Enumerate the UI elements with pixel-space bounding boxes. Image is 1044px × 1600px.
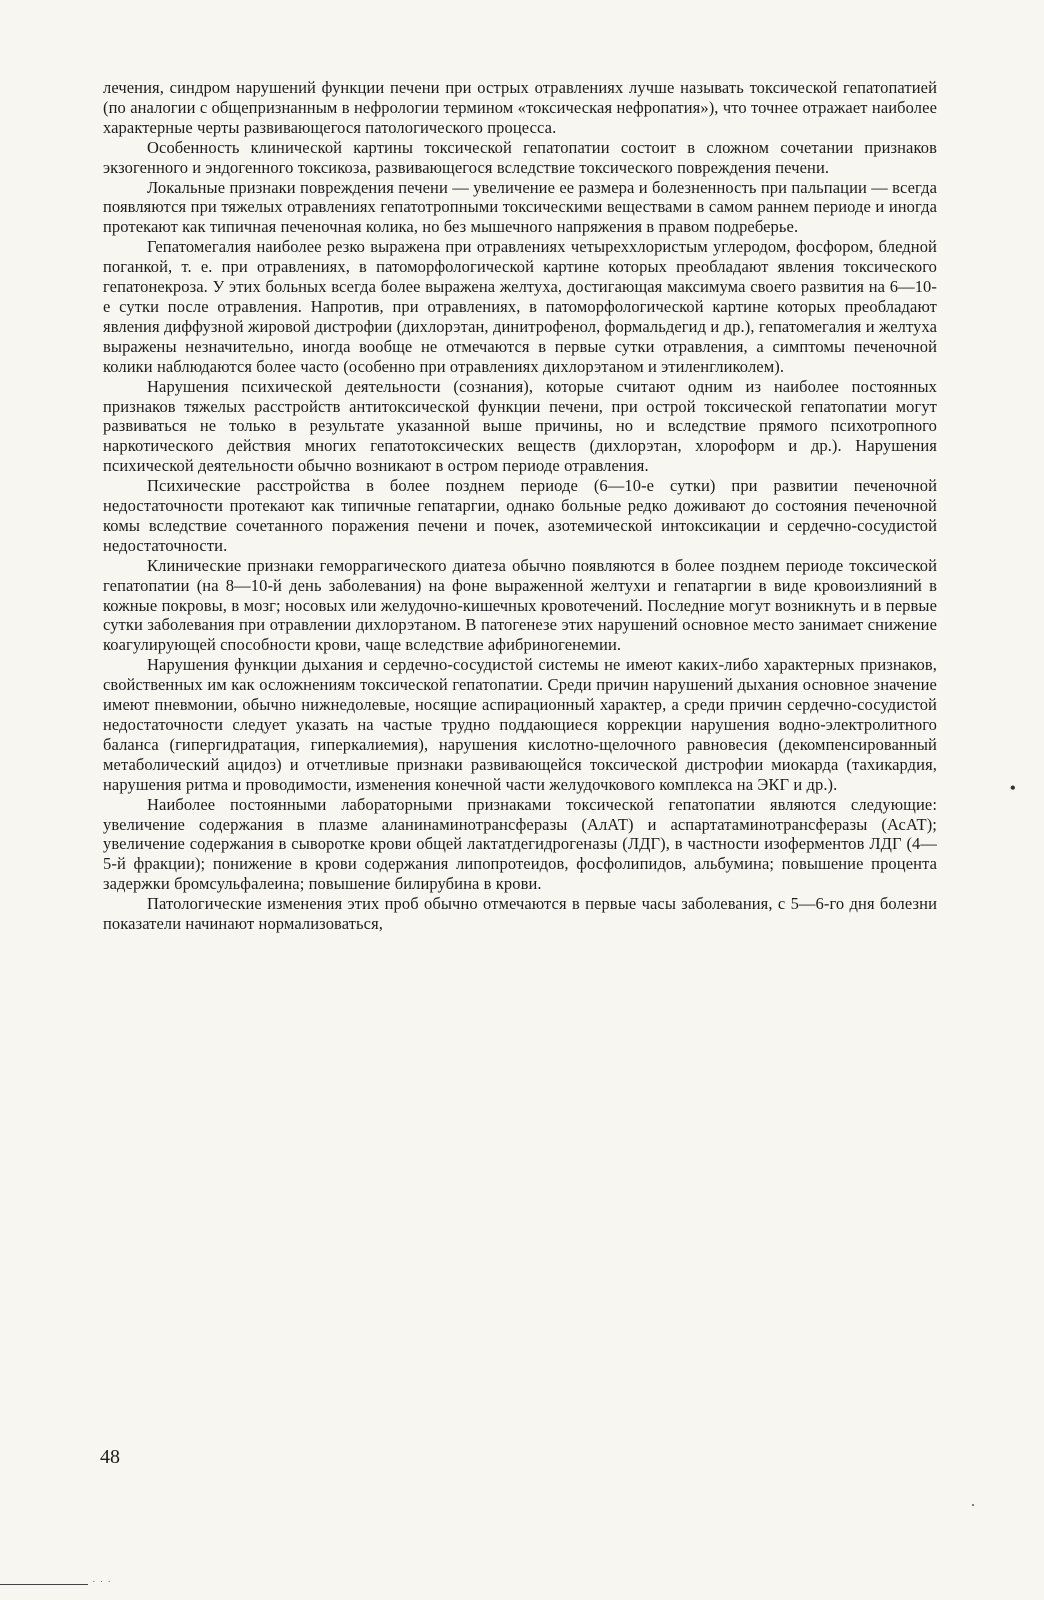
paragraph-6: Психические расстройства в более позднем периоде (6—10-е сутки) при развитии печеночной недостаточности протекают как типичные гепатаргии, однако больные редко доживают до состояния печеночной комы вследствие сочетанного поражения печени и почек, азотемической интоксикации и сердечно-сосудистой недостаточности. [103,476,937,555]
paragraph-2: Особенность клинической картины токсической гепатопатии состоит в сложном сочетании признаков экзогенного и эндогенного токсикоза, развивающегося вследствие токсического повреждения печени. [103,137,937,177]
paragraph-10: Патологические изменения этих проб обычно отмечаются в первые часы заболевания, с 5—6-го дня болезни показатели начинают нормализоваться, [103,894,937,934]
page-number: 48 [100,1446,120,1468]
paragraph-9: Наиболее постоянными лабораторными признаками токсической гепатопатии являются следующие: увеличение содержания в плазме аланинаминотрансферазы (АлАТ) и аспартатаминотрансферазы (АсАТ); увеличение содержания в сыворотке крови общей лактатдегидрогеназы (ЛДГ), в частности изоферментов ЛДГ (4—5-й фракции); понижение в крови содержания липопротеидов, фосфолипидов, альбумина; повышение процента задержки бромсульфалеина; повышение билирубина в крови. [103,794,937,894]
footer-dots: ··· [92,1576,115,1588]
paragraph-3: Локальные признаки повреждения печени — увеличение ее размера и болезненность при пальпации — всегда появляются при тяжелых отравлениях гепатотропными токсическими веществами в самом раннем периоде и иногда протекают как типичная печеночная колика, но без мышечного напряжения в правом подреберье. [103,177,937,237]
page-body [103,78,937,934]
paragraph-4: Гепатомегалия наиболее резко выражена при отравлениях четыреххлористым углеродом, фосфором, бледной поганкой, т. е. при отравлениях, в патоморфологической картине которых преобладают явления токсического гепатонекроза. У этих больных всегда более выражена желтуха, достигающая максимума своего развития на 6—10-е сутки после отравления. Напротив, при отравлениях, в патоморфологической картине которых преобладают явления диффузной жировой дистрофии (дихлорэтан, динитрофенол, формальдегид и др.), гепатомегалия и желтуха выражены незначительно, иногда вообще не отмечаются в первые сутки отравления, а симптомы печеночной колики наблюдаются более часто (особенно при отравлениях дихлорэтаном и этиленгликолем). [103,237,937,376]
paragraph-7: Клинические признаки геморрагического диатеза обычно появляются в более позднем периоде токсической гепатопатии (на 8—10-й день заболевания) на фоне выраженной желтухи и гепатаргии в виде кровоизлияний в кожные покровы, в мозг; носовых или желудочно-кишечных кровотечений. Последние могут возникнуть и в первые сутки заболевания при отравлении дихлорэтаном. В патогенезе этих нарушений основное место занимает снижение коагулирующей способности крови, чаще вследствие афибриногенемии. [103,555,937,655]
paragraph-8: Нарушения функции дыхания и сердечно-сосудистой системы не имеют каких-либо характерных признаков, свойственных им как осложнениям токсической гепатопатии. Среди причин нарушений дыхания основное значение имеют пневмонии, обычно нижнедолевые, носящие аспирационный характер, а среди причин сердечно-сосудистой недостаточности следует указать на частые трудно поддающиеся коррекции нарушения водно-электролитного баланса (гипергидратация, гиперкалиемия), нарушения кислотно-щелочного равновесия (декомпенсированный метаболический ацидоз) и отчетливые признаки развивающейся токсической дистрофии миокарда (тахикардия, нарушения ритма и проводимости, изменения конечной части желудочкового комплекса на ЭКГ и др.). [103,655,937,794]
scan-speck [972,1504,974,1506]
margin-mark: • [1010,780,1016,797]
paragraph-5: Нарушения психической деятельности (сознания), которые считают одним из наиболее постоянных признаков тяжелых расстройств антитоксической функции печени, при острой токсической гепатопатии могут развиваться не только в результате указанной выше причины, но и вследствие прямого психотропного наркотического действия многих гепатотоксических веществ (дихлорэтан, хлороформ и др.). Нарушения психической деятельности обычно возникают в остром периоде отравления. [103,376,937,476]
paragraph-1: лечения, синдром нарушений функции печени при острых отравлениях лучше называть токсической гепатопатией (по аналогии с общепризнанным в нефрологии термином «токсическая нефропатия»), что точнее отражает наиболее характерные черты развивающегося патологического процесса. [103,78,937,137]
footer-rule [0,1584,88,1585]
